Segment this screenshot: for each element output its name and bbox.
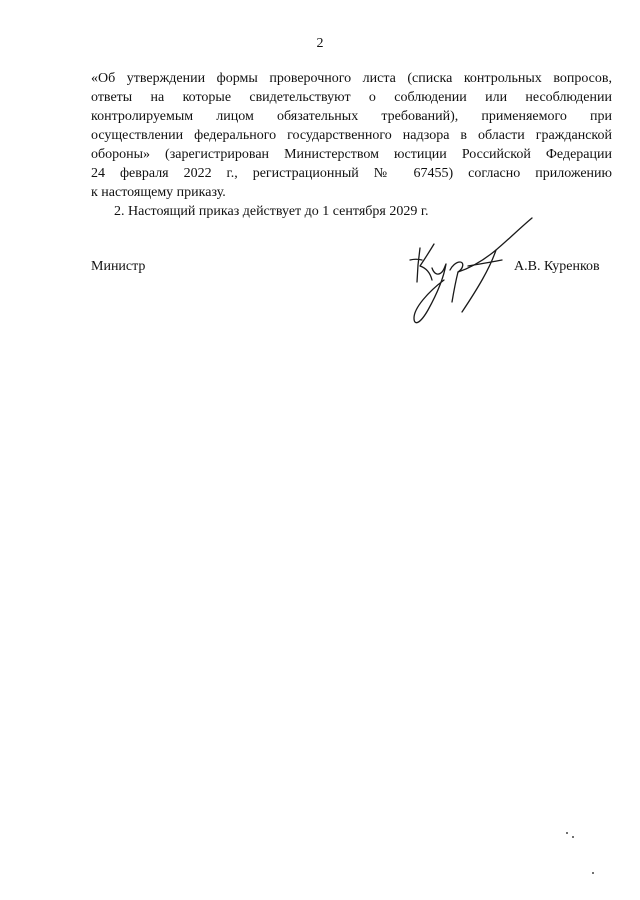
paragraph-line-6: 24 февраля 2022 г., регистрационный № 67455) согласно приложению: [91, 166, 612, 181]
signatory-name: А.В. Куренков: [514, 259, 600, 274]
paragraph-line-1: «Об утверждении формы проверочного листа (списка контрольных вопросов,: [91, 71, 612, 86]
page-number: 2: [316, 36, 324, 51]
scan-speck: [566, 832, 568, 834]
paragraph-line-4: осуществлении федерального государственного надзора в области гражданской: [91, 128, 612, 143]
paragraph-line-7: к настоящему приказу.: [91, 185, 226, 200]
signatory-title: Министр: [91, 259, 146, 274]
scan-speck: [592, 872, 594, 874]
paragraph-line-5: обороны» (зарегистрирован Министерством юстиции Российской Федерации: [91, 147, 612, 162]
paragraph-line-2: ответы на которые свидетельствуют о соблюдении или несоблюдении: [91, 90, 612, 105]
scan-speck: [572, 836, 574, 838]
document-body: [91, 69, 612, 221]
paragraph-line-3: контролируемым лицом обязательных требований), применяемого при: [91, 109, 612, 124]
clause-2: 2. Настоящий приказ действует до 1 сентября 2029 г.: [114, 204, 429, 219]
